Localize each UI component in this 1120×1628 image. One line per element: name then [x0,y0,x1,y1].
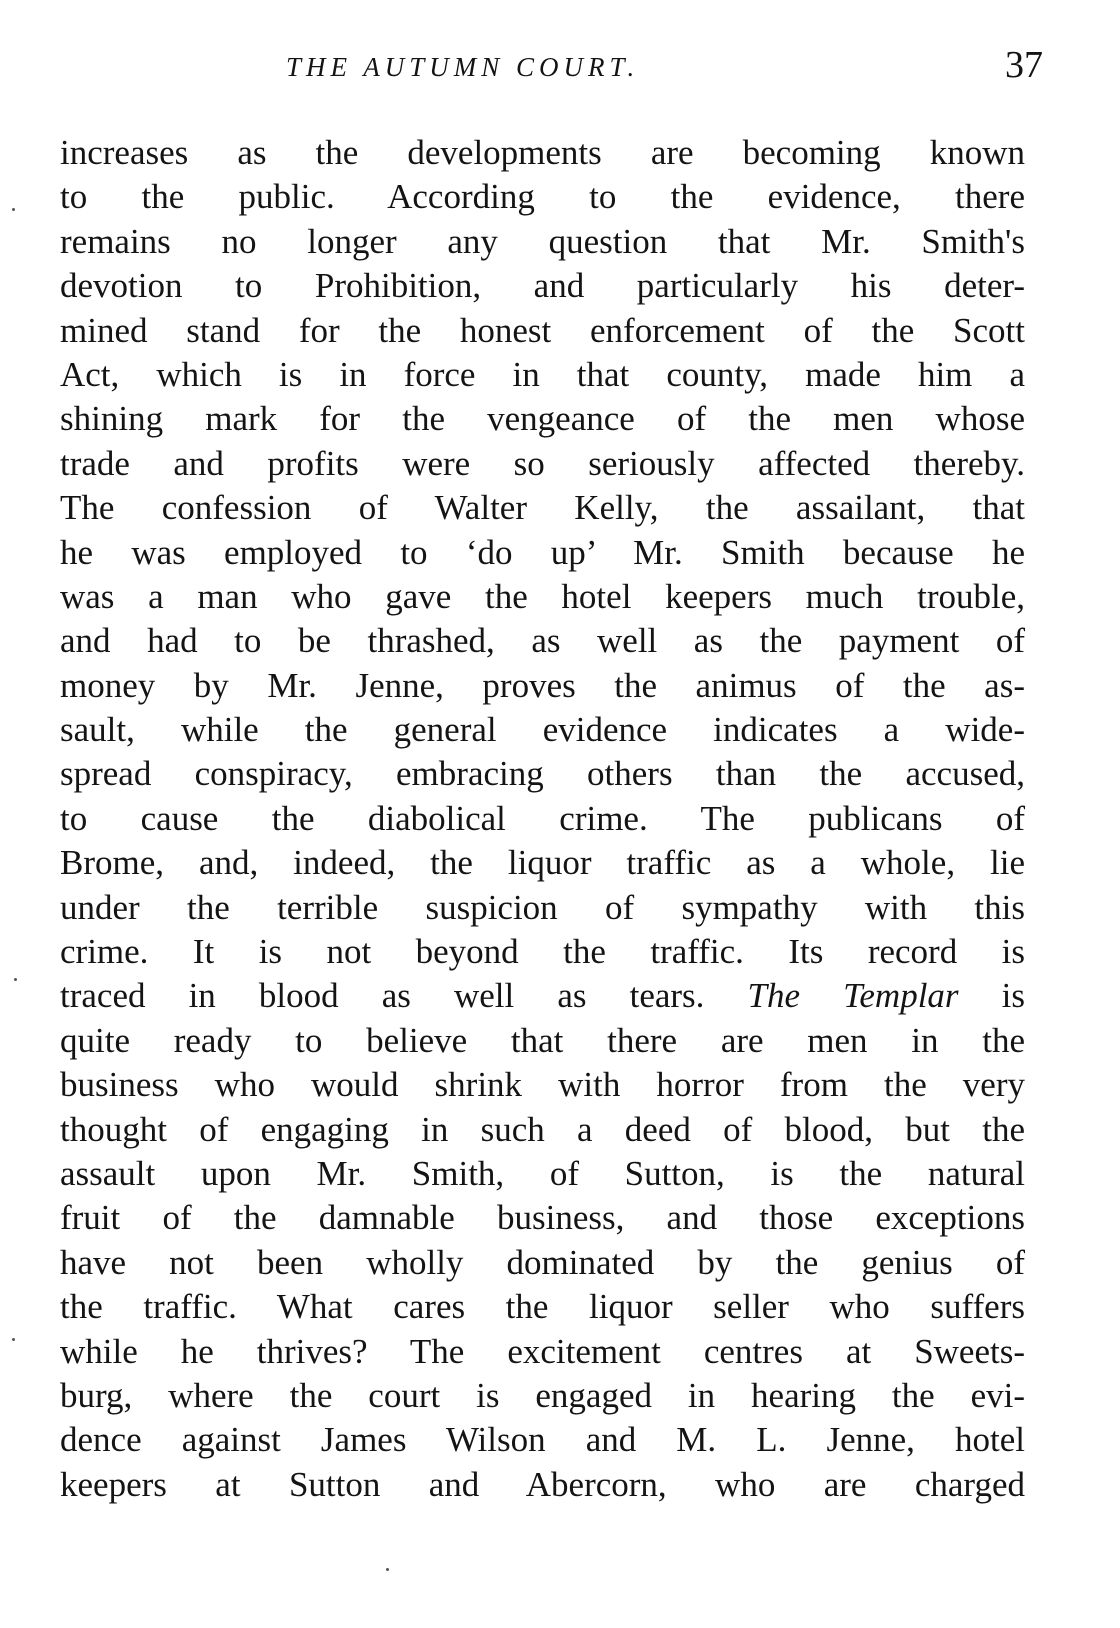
print-speck [386,1568,389,1571]
print-speck [12,1338,15,1341]
print-speck [14,978,17,981]
page-number: 37 [1005,44,1043,86]
text-line: Brome, and, indeed, the liquor traffic as a whole, lie [60,843,1025,883]
text-line: under the terrible suspicion of sympathy with this [60,887,1025,927]
text-line: devotion to Prohibition, and particularly his deter- [60,266,1025,306]
text-line: thought of engaging in such a deed of blood, but the [60,1109,1025,1149]
text-line: while he thrives? The excitement centres at Sweets- [60,1331,1025,1371]
text-line: trade and profits were so seriously affected thereby. [60,443,1025,483]
text-line: to cause the diabolical crime. The publicans of [60,798,1025,838]
text-line: he was employed to ‘do up’ Mr. Smith because he [60,532,1025,572]
line-text-after-italic: is [1001,976,1026,1016]
text-line: to the public. According to the evidence, there [60,177,1025,217]
text-line: quite ready to believe that there are men in the [60,1020,1025,1060]
text-line: increases as the developments are becoming known [60,133,1025,172]
text-line: dence against James Wilson and M. L. Jenne, hotel [60,1420,1025,1460]
line-text-before-italic: traced in blood as well as tears. [60,976,705,1016]
text-line: and had to be thrashed, as well as the payment of [60,621,1025,661]
text-line-with-italic [60,974,1025,1018]
text-line: Act, which is in force in that county, made him a [60,354,1025,394]
text-line: shining mark for the vengeance of the men whose [60,399,1025,439]
body-paragraph [60,131,1025,1507]
text-line: mined stand for the honest enforcement of the Scott [60,310,1025,350]
text-line: the traffic. What cares the liquor seller who suffers [60,1287,1025,1327]
text-line: sault, while the general evidence indicates a wide- [60,710,1025,750]
print-speck [12,208,15,211]
text-line: have not been wholly dominated by the genius of [60,1242,1025,1282]
text-line: remains no longer any question that Mr. Smith's [60,221,1025,261]
text-line: assault upon Mr. Smith, of Sutton, is the natural [60,1153,1025,1193]
text-line: business who would shrink with horror from the very [60,1065,1025,1105]
text-line: The confession of Walter Kelly, the assailant, that [60,488,1025,528]
text-line: burg, where the court is engaged in hearing the evi- [60,1375,1025,1415]
text-line: crime. It is not beyond the traffic. Its record is [60,932,1025,972]
text-line: was a man who gave the hotel keepers much trouble, [60,576,1025,616]
text-line: money by Mr. Jenne, proves the animus of the as- [60,665,1025,705]
text-line: keepers at Sutton and Abercorn, who are charged [60,1464,1025,1504]
text-line: fruit of the damnable business, and those exceptions [60,1198,1025,1238]
text-line: spread conspiracy, embracing others than the accused, [60,754,1025,794]
running-head-title: THE AUTUMN COURT. [286,52,640,82]
italic-publication-name: The Templar [747,976,959,1016]
